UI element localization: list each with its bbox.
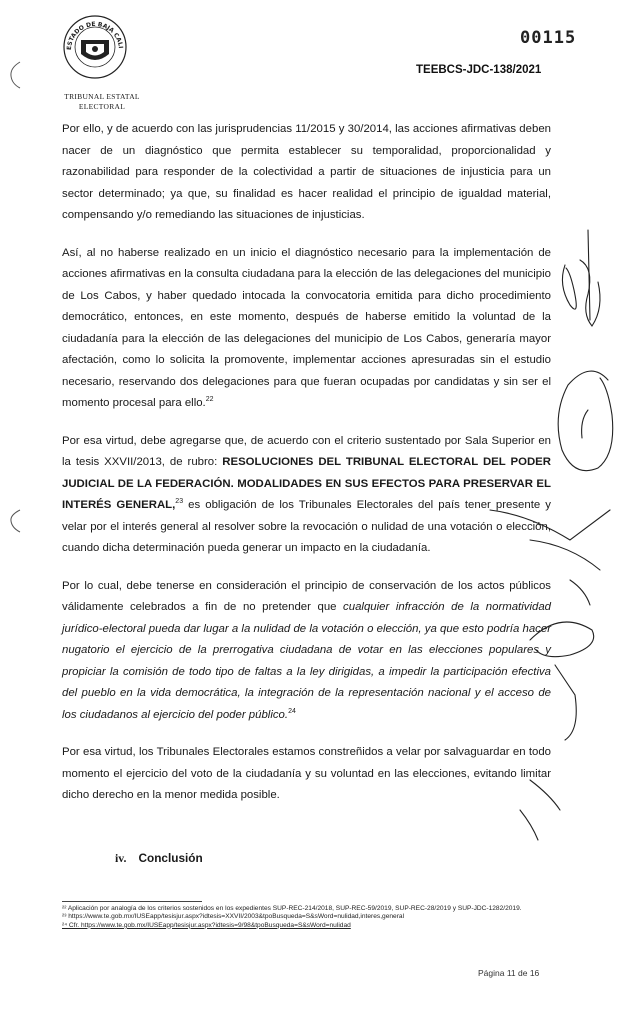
section-heading [115,851,203,866]
handwritten-signature [470,210,620,860]
org-line-2: ELECTORAL [78,102,126,111]
page-stamp-number: 00115 [520,28,577,48]
paragraph-3-intro: Por esa virtud, debe agregarse que, de acuerdo con el criterio sustentado por Sala Superior en la tesis XXVII/2013, de rubro: [62,434,551,468]
footnote-22: ²² Aplicación por analogía de los criterios sostenidos en los expedientes SUP-REC-214/2018, SUP-REC-59/2019, SUP-REC-28/2019 y SUP-JDC-1282/2019. [62,905,522,912]
seal-text: ESTADO DE BAJA CALI [65,20,124,51]
margin-bracket-mark-top [6,60,24,90]
margin-bracket-mark-middle [6,508,24,534]
footnote-24: ²⁴ Cfr. https://www.te.gob.mx/IUSEapp/tesisjur.aspx?idtesis=9/98&tpoBusqueda=S&sWord=nulidad [62,921,351,929]
section-title: Conclusión [138,851,203,865]
document-number: TEEBCS-JDC-138/2021 [416,64,542,76]
paragraph-4-quote: cualquier infracción de la normatividad jurídico-electoral pueda dar lugar a la nulidad de la votación o elección, ya que esto podría hacer nugatorio el ejercicio de la prerrogativa ciudadana de votar en las elecciones populares y propiciar la comisión de todo tipo de faltas a la ley dirigidas, a impedir la participación efectiva del pueblo en la vida democrática, la integración de la representación nacional y el acceso de los ciudadanos al ejercicio del poder público. [62,601,551,721]
organization-name [52,92,152,112]
paragraph-3-rest: es obligación de los Tribunales Electorales del país tener presente y velar por el interés general al resolver sobre la revocación o nulidad de una votación o elección, cuando dicha determinación pueda generar un impacto en la ciudadanía. [62,499,551,554]
paragraph-2-text: Así, al no haberse realizado en un inicio el diagnóstico necesario para la implementación de acciones afirmativas en la consulta ciudadana para la elección de las delegaciones del municipio de Los Cabos, y haber quedado intocada la convocatoria emitida para dicho procedimiento democrático, entonces, en este momento, después de haberse emitido la voluntad de la ciudadanía para la elección de las delegaciones del municipio de Los Cabos, generaría mayor afectación, como lo solicita la promovente, implementar acciones apresuradas sin el estudio necesario, reservando dos delegaciones para que fueran ocupadas por candidatas y sin ser el momento procesal para ello. [62,246,551,409]
footnote-23: ²³ https://www.te.gob.mx/IUSEapp/tesisjur.aspx?idtesis=XXVII/2003&tpoBusqueda=S&sWord=nulidad,interes,general [62,913,405,921]
footnote-divider [62,901,202,902]
court-seal-logo [62,14,128,80]
paragraph-5: Por esa virtud, los Tribunales Electorales estamos constreñidos a velar por salvaguardar en todo momento el ejercicio del voto de la ciudadanía y su voluntad en las elecciones, evitando limitar dicho derecho en la menor medida posible. [62,746,551,801]
footnotes [62,905,552,930]
footnote-ref-22: 22 [205,396,214,404]
page-number: Página 11 de 16 [478,968,540,978]
paragraph-1: Por ello, y de acuerdo con las jurisprudencias 11/2015 y 30/2014, las acciones afirmativas deben nacer de un diagnóstico que permita establecer su temporalidad, proporcionalidad y razonabilidad para responder de la colectividad a partir de situaciones de injusticia para un sector determinado; ya que, su finalidad es hacer realidad el principio de igualdad material, compensando y/o remediando las situaciones de injusticias. [62,123,551,221]
footnote-ref-24: 24 [288,707,296,715]
paragraph-4-intro: Por lo cual, debe tenerse en consideración el principio de conservación de los actos públicos válidamente celebrados a fin de no pretender que [62,579,551,613]
thesis-title: RESOLUCIONES DEL TRIBUNAL ELECTORAL DEL PODER JUDICIAL DE LA FEDERACIÓN. MODALIDADES EN SUS EFECTOS PARA PRESERVAR EL INTERÉS GENERAL, [62,456,551,511]
org-line-1: TRIBUNAL ESTATAL [64,92,140,101]
footnote-ref-23: 23 [175,498,184,506]
section-number: iv. [115,851,127,865]
